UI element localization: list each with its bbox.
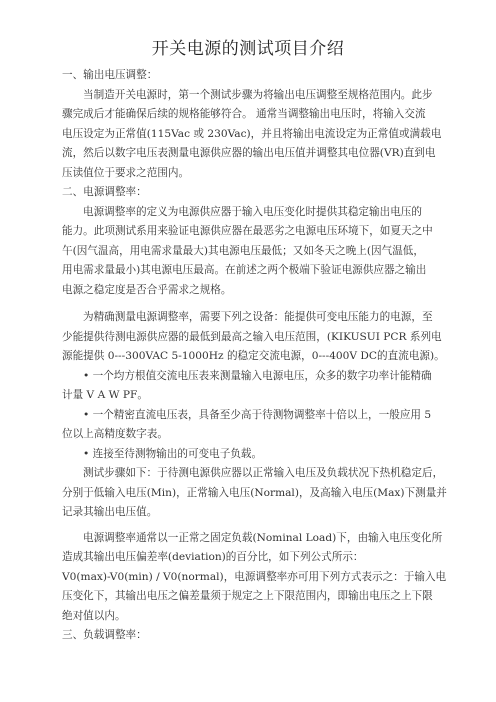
text-line: 少能提供待测电源供应器的最低到最高之输入电压范围，(KIKUSUI PCR 系列电 (62, 330, 442, 343)
text-line: • 连接至待测物输出的可变电子负载。 (83, 447, 263, 460)
text-line: 绝对值以内。 (62, 609, 126, 622)
text-line: 计量 V A W PF。 (62, 389, 148, 401)
paragraph-test-steps (62, 464, 447, 523)
text-line: 压变化下，其输出电压之偏差量须于规定之上下限范围内，即输出电压之上下限 (62, 590, 433, 602)
text-line: 压读值位于要求之范围内。 (62, 166, 190, 179)
text-line: 电源之稳定度是否合乎需求之规格。 (62, 283, 232, 296)
bullet-dc-voltmeter (62, 406, 435, 445)
text-line: • 一个精密直流电压表，具备至少高于待测物调整率十倍以上，一般应用 5 (83, 408, 432, 421)
text-line: 当制造开关电源时，第一个测试步骤为将输出电压调整至规格范围内。此步 (83, 88, 433, 101)
text-line: 电源调整率通常以一正常之固定负载(Nominal Load)下，由输入电压变化所 (83, 531, 443, 544)
section-heading-output-voltage: 一、输出电压调整： (62, 69, 158, 81)
document-title: 开关电源的测试项目介绍 (151, 39, 345, 59)
paragraph-output-voltage (62, 86, 442, 184)
text-line: • 一个均方根值交流电压表来测量输入电源电压，众多的数字功率计能精确 (83, 369, 432, 382)
paragraph-line-regulation-definition (62, 203, 435, 301)
document-body (62, 66, 447, 646)
bullet-electronic-load (62, 445, 435, 465)
text-line: 用电需求量最小)其电源电压最高。在前述之两个极端下验证电源供应器之输出 (62, 264, 427, 276)
text-line: 午(因气温高，用电需求量最大)其电源电压最低；又如冬天之晚上(因气温低， (62, 244, 424, 257)
text-line: 能力。此项测试系用来验证电源供应器在最恶劣之电源电压环境下，如夏天之中 (62, 225, 433, 237)
text-line: 流，然后以数字电压表测量电源供应器的输出电压值并调整其电位器(VR)直到电 (62, 147, 436, 159)
text-line: 为精确测量电源调整率，需要下列之设备：能提供可变电压能力的电源，至 (83, 311, 433, 323)
text-line: 造成其输出电压偏差率(deviation)的百分比，如下列公式所示： (62, 551, 364, 563)
text-line: 记录其输出电压值。 (62, 506, 158, 518)
section-heading-line-regulation: 二、电源调整率： (62, 186, 147, 198)
text-line: 源能提供 0---300VAC 5-1000Hz 的稳定交流电源，0---400V DC的直流电源)。 (62, 350, 445, 362)
paragraph-equipment (62, 308, 445, 367)
text-line: 电源调整率的定义为电源供应器于输入电压变化时提供其稳定输出电压的 (83, 205, 422, 218)
text-line: 骤完成后才能确保后续的规格能够符合。 通常当调整输出电压时，将输入交流 (62, 108, 426, 120)
text-line: 测试步骤如下：于待测电源供应器以正常输入电压及负载状况下热机稳定后， (83, 467, 444, 479)
paragraph-regulation-formula-intro (62, 529, 443, 568)
text-line: 位以上高精度数字表。 (62, 428, 168, 440)
text-line: V0(max)-V0(min) / V0(normal)，电源调整率亦可用下列方式表示之：于输入电 (62, 570, 447, 583)
text-line: 分别于低输入电压(Min)，正常输入电压(Normal)，及高输入电压(Max)下测量并 (62, 486, 447, 499)
text-line: 电压设定为正常值(115Vac 或 230Vac)，并且将输出电流设定为正常值或满载电 (62, 127, 442, 140)
bullet-rms-voltmeter (62, 367, 435, 406)
paragraph-regulation-formula (62, 568, 447, 627)
section-heading-load-regulation: 三、负载调整率： (62, 629, 147, 641)
